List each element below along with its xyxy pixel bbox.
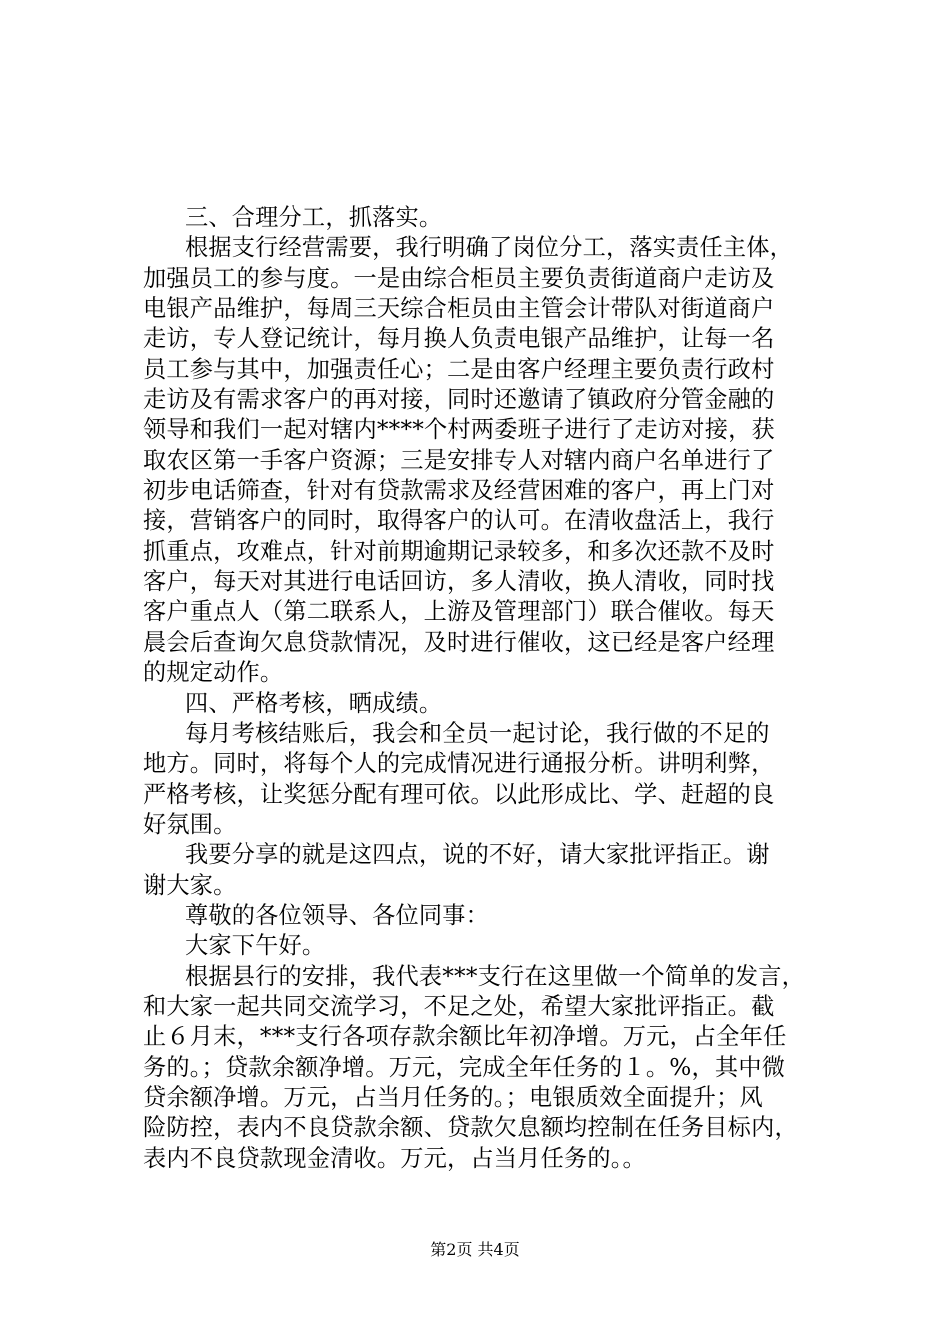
text-line: 走访，专人登记统计，每月换人负责电银产品维护，让每一名 <box>143 325 775 353</box>
text-line: 三、合理分工，抓落实。 <box>185 204 443 231</box>
text-line: 和大家一起共同交流学习，不足之处，希望大家批评指正。截 <box>143 992 775 1020</box>
text-line: 客户重点人（第二联系人，上游及管理部门）联合催收。每天 <box>143 598 775 626</box>
text-line: 员工参与其中，加强责任心；二是由客户经理主要负责行政村 <box>143 355 775 383</box>
text-line: 取农区第一手客户资源；三是安排专人对辖内商户名单进行了 <box>143 446 775 474</box>
text-line: 电银产品维护，每周三天综合柜员由主管会计带队对街道商户 <box>143 295 775 323</box>
text-line: 险防控，表内不良贷款余额、贷款欠息额均控制在任务目标内， <box>143 1114 798 1142</box>
text-line: 初步电话筛查，针对有贷款需求及经营困难的客户，再上门对 <box>143 477 775 505</box>
text-line: 客户，每天对其进行电话回访，多人清收，换人清收，同时找 <box>143 568 775 596</box>
text-line: 根据支行经营需要，我行明确了岗位分工，落实责任主体， <box>185 234 794 262</box>
text-line: 接，营销客户的同时，取得客户的认可。在清收盘活上，我行 <box>143 507 775 535</box>
text-line: 大家下午好。 <box>185 932 326 960</box>
text-line: 止６月末，***支行各项存款余额比年初净增。万元，占全年任 <box>143 1023 787 1051</box>
text-line: 根据县行的安排，我代表***支行在这里做一个简单的发言， <box>185 962 806 990</box>
text-line: 加强员工的参与度。一是由综合柜员主要负责街道商户走访及 <box>143 264 775 292</box>
text-line: 尊敬的各位领导、各位同事： <box>185 901 490 929</box>
text-line: 谢大家。 <box>143 871 237 899</box>
text-line: 表内不良贷款现金清收。万元，占当月任务的。。 <box>143 1144 646 1172</box>
text-line: 的规定动作。 <box>143 659 284 687</box>
document-body <box>143 203 833 1174</box>
text-line: 好氛围。 <box>143 810 237 838</box>
text-line: 四、严格考核，晒成绩。 <box>185 689 443 717</box>
page-number-label: 第2页 共4页 <box>430 1240 520 1259</box>
page-footer <box>0 1240 950 1260</box>
text-line: 走访及有需求客户的再对接，同时还邀请了镇政府分管金融的 <box>143 386 775 414</box>
text-line: 贷余额净增。万元，占当月任务的。；电银质效全面提升；风 <box>143 1083 763 1111</box>
text-line: 务的。；贷款余额净增。万元，完成全年任务的１。%，其中微 <box>143 1053 786 1081</box>
text-line: 地方。同时，将每个人的完成情况进行通报分析。讲明利弊， <box>143 750 775 778</box>
text-line: 严格考核，让奖惩分配有理可依。以此形成比、学、赶超的良 <box>143 780 775 808</box>
text-line: 晨会后查询欠息贷款情况，及时进行催收，这已经是客户经理 <box>143 628 775 656</box>
text-line: 我要分享的就是这四点，说的不好，请大家批评指正。谢 <box>185 841 770 869</box>
text-line: 领导和我们一起对辖内****个村两委班子进行了走访对接，获 <box>143 416 775 444</box>
text-line: 每月考核结账后，我会和全员一起讨论，我行做的不足的 <box>185 719 770 747</box>
text-line: 抓重点，攻难点，针对前期逾期记录较多，和多次还款不及时 <box>143 537 775 565</box>
